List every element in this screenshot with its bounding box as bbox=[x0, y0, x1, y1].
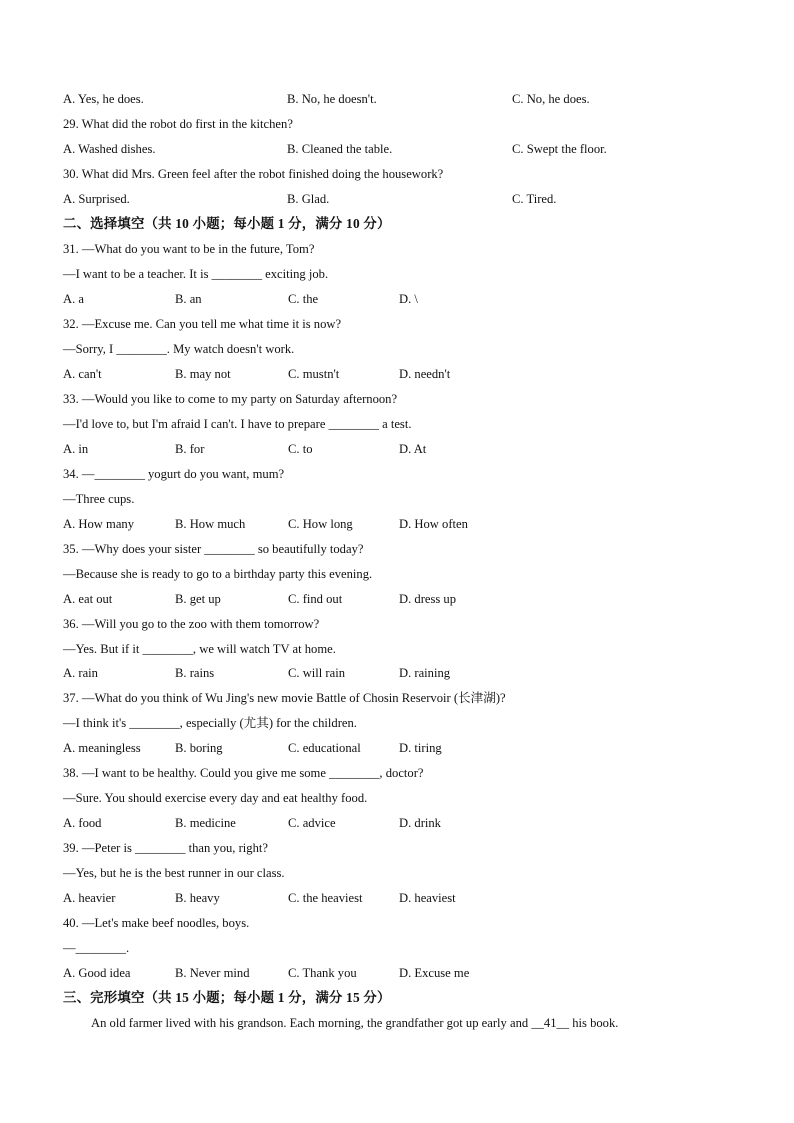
q34-option-d: D. How often bbox=[399, 517, 468, 531]
q33-answer: —I'd love to, but I'm afraid I can't. I have to prepare ________ a test. bbox=[63, 417, 412, 431]
q40-option-d: D. Excuse me bbox=[399, 966, 470, 980]
q35-option-d: D. dress up bbox=[399, 592, 457, 606]
q37-answer: —I think it's ________, especially (尤其) for the children. bbox=[63, 716, 357, 730]
q28-option-c: C. No, he does. bbox=[512, 92, 590, 106]
q29-question: 29. What did the robot do first in the kitchen? bbox=[63, 117, 293, 131]
q37-option-b: B. boring bbox=[175, 741, 223, 755]
q40-option-c: C. Thank you bbox=[288, 966, 357, 980]
q39-option-b: B. heavy bbox=[175, 891, 220, 905]
q36-options bbox=[63, 663, 734, 683]
q29-option-a: A. Washed dishes. bbox=[63, 142, 156, 156]
cloze-paragraph bbox=[91, 1013, 734, 1033]
q33-option-d: D. At bbox=[399, 442, 427, 456]
q32-question: 32. —Excuse me. Can you tell me what time it is now? bbox=[63, 317, 342, 331]
q35-question: 35. —Why does your sister ________ so beautifully today? bbox=[63, 542, 364, 556]
q38-option-d: D. drink bbox=[399, 816, 441, 830]
cloze-text-end: his book. bbox=[569, 1016, 619, 1030]
q35-option-b: B. get up bbox=[175, 592, 221, 606]
cloze-blank-41: __41__ bbox=[531, 1016, 570, 1030]
q33-options bbox=[63, 439, 734, 459]
q37-option-d: D. tiring bbox=[399, 741, 442, 755]
q40-option-a: A. Good idea bbox=[63, 966, 131, 980]
q36-option-c: C. will rain bbox=[288, 666, 346, 680]
q38-question: 38. —I want to be healthy. Could you give me some ________, doctor? bbox=[63, 766, 424, 780]
q39-option-d: D. heaviest bbox=[399, 891, 456, 905]
q38-option-a: A. food bbox=[63, 816, 102, 830]
q32-option-a: A. can't bbox=[63, 367, 102, 381]
q33-option-b: B. for bbox=[175, 442, 205, 456]
q29-option-c: C. Swept the floor. bbox=[512, 142, 607, 156]
q40-question: 40. —Let's make beef noodles, boys. bbox=[63, 916, 250, 930]
q39-options bbox=[63, 888, 734, 908]
q34-answer: —Three cups. bbox=[63, 492, 135, 506]
q28-option-a: A. Yes, he does. bbox=[63, 92, 144, 106]
section2-heading: 二、选择填空（共 10 小题；每小题 1 分，满分 10 分） bbox=[63, 216, 391, 231]
q34-option-c: C. How long bbox=[288, 517, 353, 531]
q39-option-c: C. the heaviest bbox=[288, 891, 363, 905]
q38-options bbox=[63, 813, 734, 833]
q35-options bbox=[63, 589, 734, 609]
q32-options bbox=[63, 364, 734, 384]
q40-answer: —________. bbox=[63, 941, 130, 955]
q33-question: 33. —Would you like to come to my party on Saturday afternoon? bbox=[63, 392, 398, 406]
q37-options bbox=[63, 738, 734, 758]
q29-option-b: B. Cleaned the table. bbox=[287, 142, 393, 156]
q30-option-a: A. Surprised. bbox=[63, 192, 130, 206]
q34-option-b: B. How much bbox=[175, 517, 246, 531]
q36-question: 36. —Will you go to the zoo with them tomorrow? bbox=[63, 617, 320, 631]
q38-answer: —Sure. You should exercise every day and eat healthy food. bbox=[63, 791, 368, 805]
q36-answer: —Yes. But if it ________, we will watch TV at home. bbox=[63, 642, 336, 656]
q38-option-c: C. advice bbox=[288, 816, 336, 830]
q32-option-d: D. needn't bbox=[399, 367, 451, 381]
q30-option-c: C. Tired. bbox=[512, 192, 557, 206]
q39-question: 39. —Peter is ________ than you, right? bbox=[63, 841, 268, 855]
q36-option-b: B. rains bbox=[175, 666, 215, 680]
q32-answer: —Sorry, I ________. My watch doesn't work. bbox=[63, 342, 295, 356]
q30-question: 30. What did Mrs. Green feel after the robot finished doing the housework? bbox=[63, 167, 444, 181]
q34-options bbox=[63, 514, 734, 534]
q36-option-a: A. rain bbox=[63, 666, 98, 680]
q32-option-c: C. mustn't bbox=[288, 367, 340, 381]
q31-answer: —I want to be a teacher. It is ________ exciting job. bbox=[63, 267, 329, 281]
q31-option-c: C. the bbox=[288, 292, 319, 306]
q37-option-c: C. educational bbox=[288, 741, 361, 755]
q32-option-b: B. may not bbox=[175, 367, 231, 381]
q34-question: 34. —________ yogurt do you want, mum? bbox=[63, 467, 285, 481]
q35-option-a: A. eat out bbox=[63, 592, 113, 606]
q34-option-a: A. How many bbox=[63, 517, 135, 531]
q40-options bbox=[63, 963, 734, 983]
q28-option-b: B. No, he doesn't. bbox=[287, 92, 377, 106]
q31-option-a: A. a bbox=[63, 292, 84, 306]
q37-option-a: A. meaningless bbox=[63, 741, 141, 755]
q31-options bbox=[63, 289, 734, 309]
q36-option-d: D. raining bbox=[399, 666, 451, 680]
q37-question: 37. —What do you think of Wu Jing's new movie Battle of Chosin Reservoir (长津湖)? bbox=[63, 691, 506, 705]
q35-option-c: C. find out bbox=[288, 592, 343, 606]
section3-heading: 三、完形填空（共 15 小题；每小题 1 分，满分 15 分） bbox=[63, 990, 391, 1005]
q33-option-a: A. in bbox=[63, 442, 89, 456]
q31-option-d: D. \ bbox=[399, 292, 418, 306]
q31-option-b: B. an bbox=[175, 292, 202, 306]
q35-answer: —Because she is ready to go to a birthday party this evening. bbox=[63, 567, 373, 581]
cloze-text-start: An old farmer lived with his grandson. Each morning, the grandfather got up early and bbox=[91, 1016, 532, 1030]
q29-options bbox=[63, 139, 734, 159]
q28-options bbox=[63, 89, 734, 109]
q39-option-a: A. heavier bbox=[63, 891, 116, 905]
q33-option-c: C. to bbox=[288, 442, 313, 456]
q38-option-b: B. medicine bbox=[175, 816, 236, 830]
q31-question: 31. —What do you want to be in the future, Tom? bbox=[63, 242, 315, 256]
q30-option-b: B. Glad. bbox=[287, 192, 330, 206]
q39-answer: —Yes, but he is the best runner in our class. bbox=[63, 866, 285, 880]
q40-option-b: B. Never mind bbox=[175, 966, 250, 980]
q30-options bbox=[63, 189, 734, 209]
